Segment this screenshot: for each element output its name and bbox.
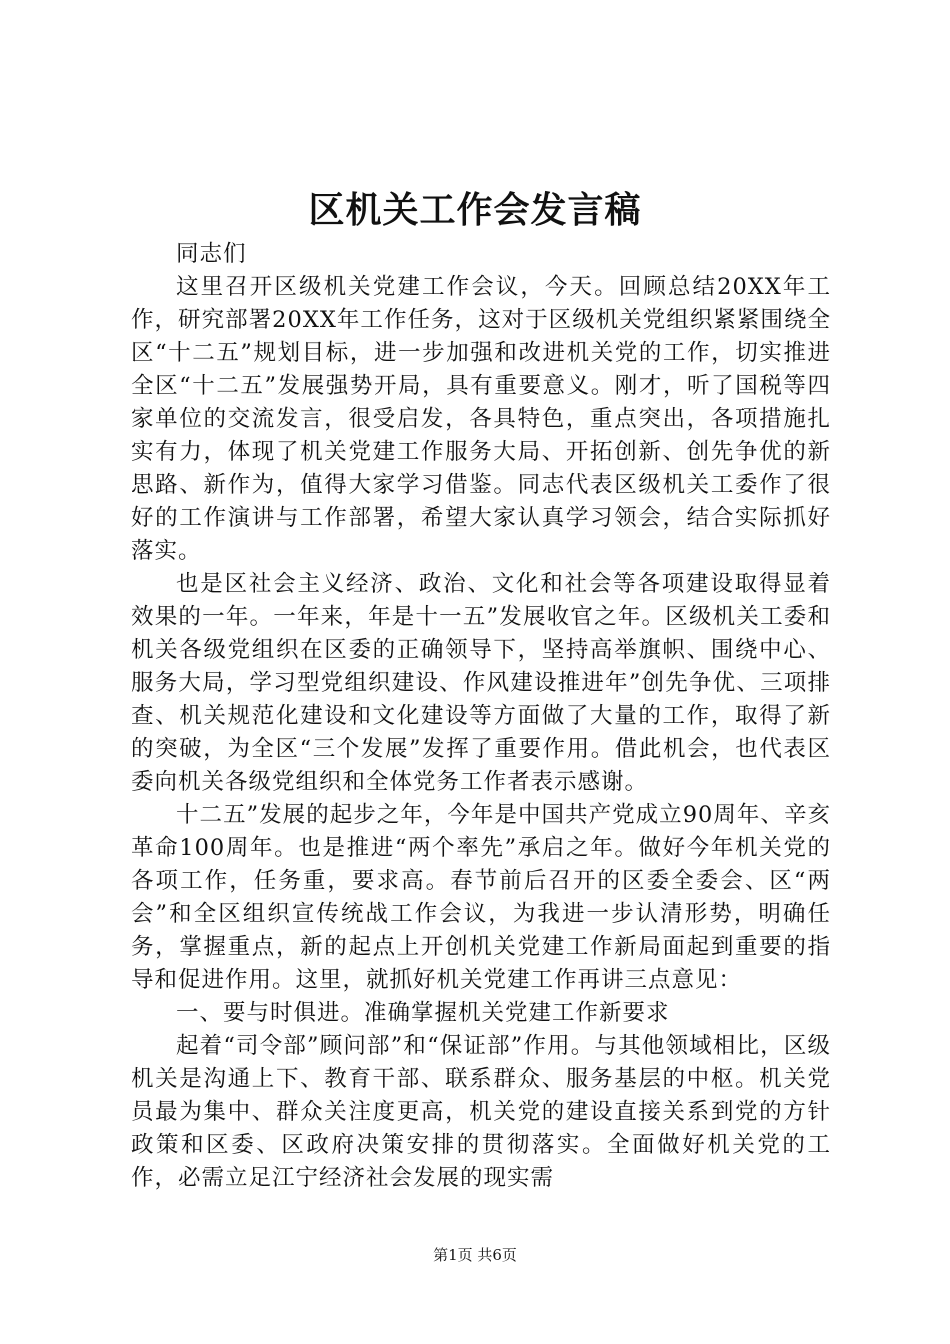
- paragraph-greeting: 同志们: [176, 241, 247, 267]
- document-body: [131, 238, 831, 1195]
- paragraph: 十二五”发展的起步之年，今年是中国共产党成立90周年、辛亥革命100周年。也是推进“两个率先”承启之年。做好今年机关党的各项工作，任务重，要求高。春节前后召开的区委全委会、区“两会”和全区组织宣传统战工作会议，为我进一步认清形势，明确任务，掌握重点，新的起点上开创机关党建工作新局面起到重要的指导和促进作用。这里，就抓好机关党建工作再讲三点意见：: [131, 802, 831, 993]
- paragraph: 起着“司令部”顾问部”和“保证部”作用。与其他领域相比，区级机关是沟通上下、教育干部、联系群众、服务基层的中枢。机关党员最为集中、群众关注度更高，机关党的建设直接关系到党的方针政策和区委、区政府决策安排的贯彻落实。全面做好机关党的工作，必需立足江宁经济社会发展的现实需: [131, 1033, 831, 1191]
- section-heading: 一、要与时俱进。准确掌握机关党建工作新要求: [176, 1000, 670, 1026]
- paragraph: 这里召开区级机关党建工作会议，今天。回顾总结20XX年工作，研究部署20XX年工作任务，这对于区级机关党组织紧紧围绕全区“十二五”规划目标，进一步加强和改进机关党的工作，切实推进全区“十二五”发展强势开局，具有重要意义。刚才，听了国税等四家单位的交流发言，很受启发，各具特色，重点突出，各项措施扎实有力，体现了机关党建工作服务大局、开拓创新、创先争优的新思路、新作为，值得大家学习借鉴。同志代表区级机关工委作了很好的工作演讲与工作部署，希望大家认真学习领会，结合实际抓好落实。: [131, 274, 831, 564]
- page-number-footer: 第1页 共6页: [433, 1246, 517, 1264]
- page-title: 区机关工作会发言稿: [308, 189, 642, 231]
- paragraph: 也是区社会主义经济、政治、文化和社会等各项建设取得显着效果的一年。一年来，年是十一五”发展收官之年。区级机关工委和机关各级党组织在区委的正确领导下，坚持高举旗帜、围绕中心、服务大局，学习型党组织建设、作风建设推进年”创先争优、三项排查、机关规范化建设和文化建设等方面做了大量的工作，取得了新的突破，为全区“三个发展”发挥了重要作用。借此机会，也代表区委向机关各级党组织和全体党务工作者表示感谢。: [131, 571, 831, 795]
